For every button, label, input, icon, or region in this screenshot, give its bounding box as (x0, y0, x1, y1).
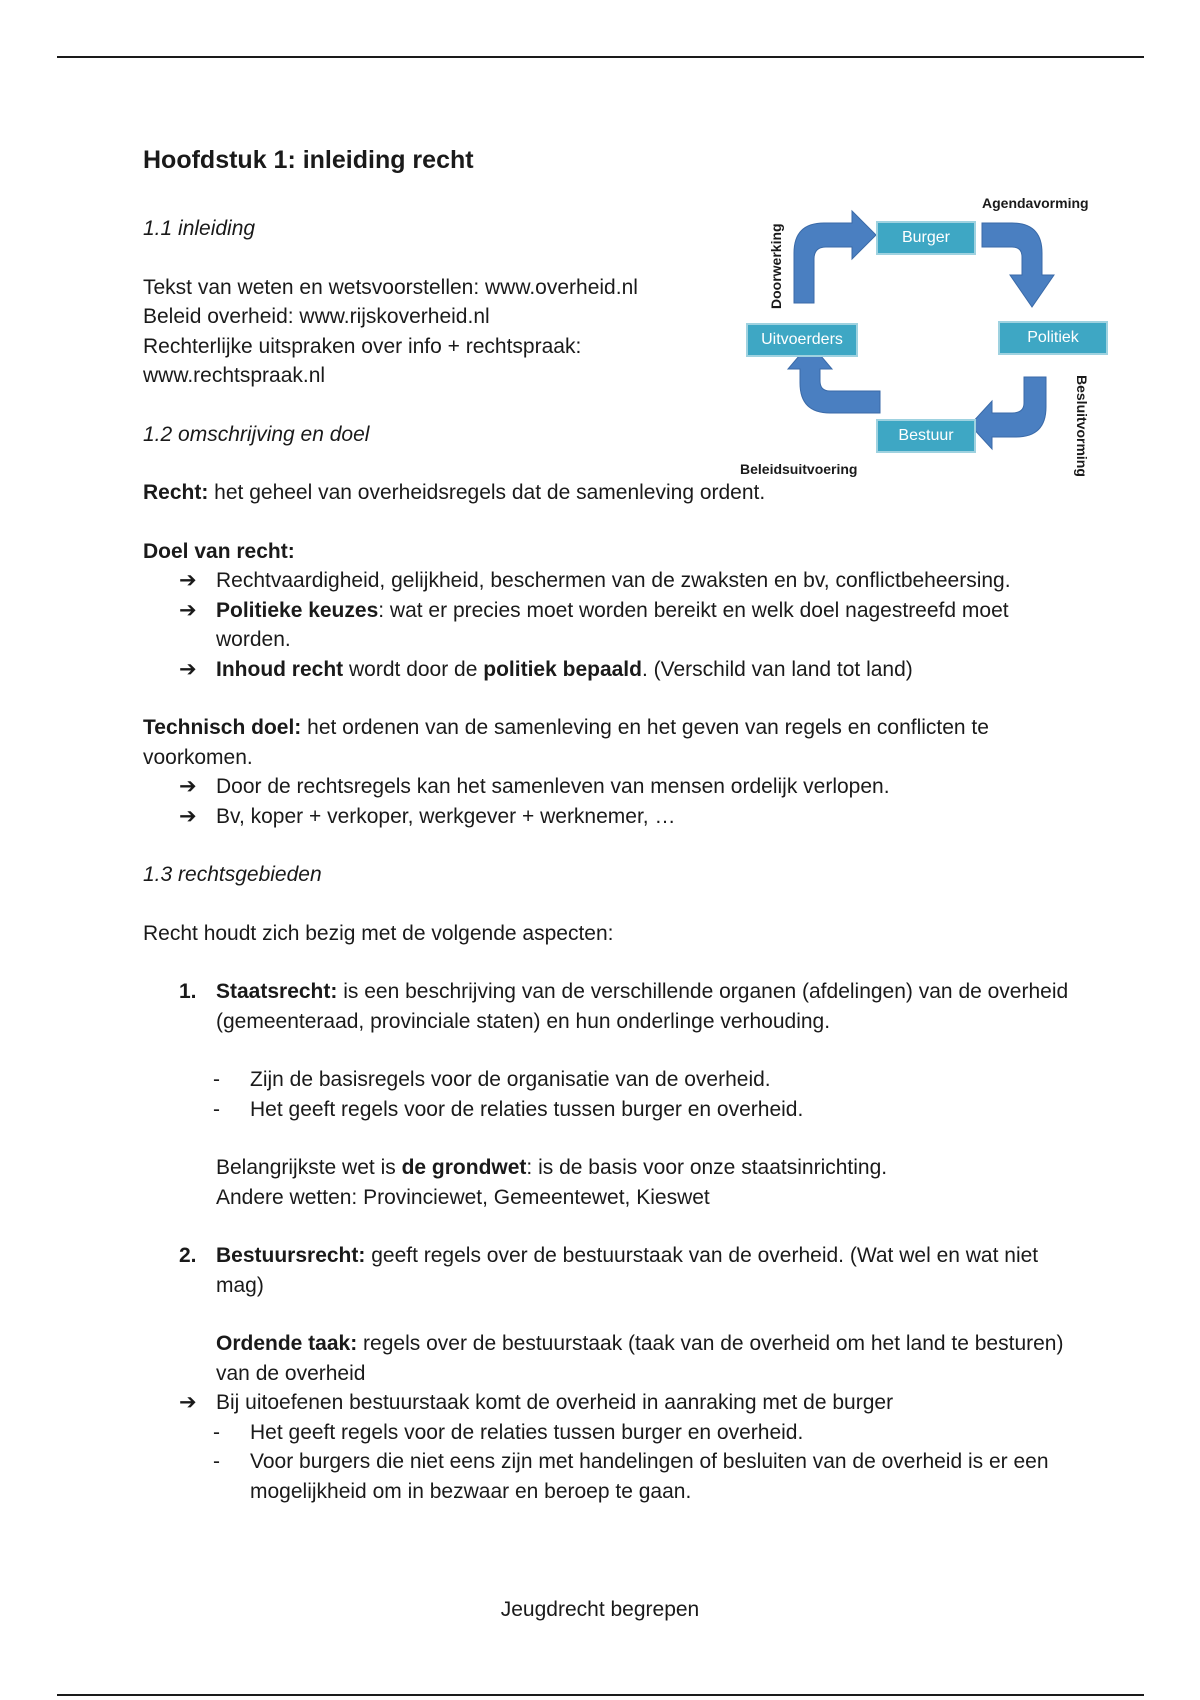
grondwet-post: : is de basis voor onze staatsinrichting. (526, 1156, 888, 1179)
list-item-text: Bij uitoefenen bestuurstaak komt de overheid in aanraking met de burger (216, 1391, 894, 1414)
ordende-term: Ordende taak: (216, 1332, 358, 1355)
list-item-text: Door de rechtsregels kan het samenleven van mensen ordelijk verlopen. (216, 775, 890, 798)
dash-bullet: - (213, 1420, 220, 1444)
grondwet-line (143, 1153, 1073, 1183)
arrow-icon: ➔ (179, 569, 197, 592)
bestuursrecht-dash-list (143, 1418, 1073, 1507)
header-rule (57, 56, 1144, 58)
list-item (143, 655, 1073, 685)
link-line-rechtspraak: www.rechtspraak.nl (143, 364, 326, 387)
numbered-item-staatsrecht (143, 977, 1073, 1036)
doel-heading (143, 537, 1073, 567)
list-item (143, 1418, 1073, 1448)
technisch-def-text: het ordenen van de samenleving en het geven van regels en conflicten te voorkomen. (143, 716, 989, 769)
arrow-icon: ➔ (179, 657, 197, 681)
item-number: 2. (179, 1244, 197, 1267)
arrow-icon: ➔ (179, 598, 197, 622)
list-item (143, 802, 1073, 832)
label-doorwerking: Doorwerking (768, 223, 784, 309)
list-item (143, 1388, 1073, 1418)
box-politiek: Politiek (998, 321, 1108, 355)
grondwet-bold: de grondwet (401, 1156, 527, 1179)
dash-bullet: - (213, 1097, 220, 1121)
technisch-term: Technisch doel: (143, 716, 302, 739)
rechtsgebieden-intro: Recht houdt zich bezig met de volgende aspecten: (143, 921, 614, 945)
list-item-text: Voor burgers die niet eens zijn met handelingen of besluiten van de overheid is er een mogelijkheid om in bezwaar en beroep te gaan. (250, 1450, 1049, 1503)
list-item-bold: politiek bepaald (483, 657, 642, 681)
recht-def-text: het geheel van overheidsregels dat de samenleving ordent. (208, 481, 766, 504)
arrow-icon: ➔ (179, 804, 197, 828)
list-item-text: Bv, koper + verkoper, werkgever + werknemer, … (216, 804, 676, 828)
link-line-uitspraken: Rechterlijke uitspraken over info + rechtspraak: (143, 334, 582, 358)
list-item (143, 566, 1073, 596)
footer-rule (57, 1694, 1144, 1696)
item-term: Staatsrecht: (216, 980, 338, 1003)
list-item-text: . (Verschild van land tot land) (641, 657, 913, 681)
list-item (143, 1065, 1073, 1095)
label-beleidsuitvoering: Beleidsuitvoering (740, 461, 858, 477)
page-title: Hoofdstuk 1: inleiding recht (143, 146, 474, 174)
box-burger: Burger (876, 221, 976, 255)
recht-term: Recht: (143, 481, 209, 504)
dash-bullet: - (213, 1450, 220, 1473)
page-footer: Jeugdrecht begrepen (500, 1598, 700, 1621)
item-def: geeft regels over de bestuurstaak van de overheid. (Wat wel en wat niet mag) (216, 1244, 1039, 1297)
technisch-doel (143, 713, 1073, 772)
ordende-taak (143, 1329, 1073, 1388)
list-item-text: wordt door de (343, 657, 484, 681)
section-heading-1-3: 1.3 rechtsgebieden (143, 863, 322, 886)
policy-cycle-diagram (730, 185, 1110, 495)
label-agendavorming: Agendavorming (982, 195, 1089, 211)
list-item-bold: Inhoud recht (216, 657, 344, 681)
list-item (143, 772, 1073, 802)
dash-bullet: - (213, 1068, 220, 1091)
bestuursrecht-arrow-list (143, 1388, 1073, 1418)
label-besluitvorming: Besluitvorming (1074, 375, 1090, 477)
andere-wetten-line: Andere wetten: Provinciewet, Gemeentewet, Kieswet (216, 1185, 710, 1209)
arrow-icon: ➔ (179, 775, 197, 798)
item-term: Bestuursrecht: (216, 1244, 366, 1267)
doel-list (143, 566, 1073, 684)
list-item-text: Het geeft regels voor de relaties tussen burger en overheid. (250, 1097, 804, 1121)
list-item (143, 596, 1073, 655)
box-uitvoerders: Uitvoerders (746, 323, 858, 357)
list-item-text: Het geeft regels voor de relaties tussen burger en overheid. (250, 1420, 804, 1444)
technisch-list (143, 772, 1073, 831)
list-item-text: Zijn de basisregels voor de organisatie van de overheid. (250, 1068, 771, 1091)
box-bestuur: Bestuur (876, 419, 976, 453)
list-item-text: : wat er precies moet worden bereikt en welk doel nagestreefd moet worden. (216, 598, 1009, 651)
link-line-wetten: Tekst van weten en wetsvoorstellen: www.overheid.nl (143, 275, 638, 299)
numbered-item-bestuursrecht (143, 1241, 1073, 1300)
section-heading-1-1: 1.1 inleiding (143, 217, 256, 240)
arrow-doorwerking (794, 211, 876, 303)
item-number: 1. (179, 980, 197, 1003)
arrow-agendavorming (982, 223, 1054, 307)
link-line-beleid: Beleid overheid: www.rijskoverheid.nl (143, 305, 490, 328)
ordende-def: regels over de bestuurstaak (taak van de overheid om het land te besturen) van de overheid (216, 1332, 1064, 1385)
arrow-besluitvorming (970, 377, 1046, 449)
doel-heading-text: Doel van recht: (143, 539, 295, 563)
list-item-text: Rechtvaardigheid, gelijkheid, beschermen van de zwaksten en bv, conflictbeheersing. (216, 569, 1011, 592)
list-item (143, 1447, 1073, 1506)
list-item-bold: Politieke keuzes (216, 598, 379, 622)
staatsrecht-dash-list (143, 1065, 1073, 1124)
list-item (143, 1095, 1073, 1125)
grondwet-pre: Belangrijkste wet is (216, 1156, 402, 1179)
section-heading-1-2: 1.2 omschrijving en doel (143, 422, 370, 446)
item-def: is een beschrijving van de verschillende organen (afdelingen) van de overheid (gemeenteraad, provinciale staten) en hun onderlinge verhouding. (216, 980, 1069, 1033)
arrow-icon: ➔ (179, 1391, 197, 1414)
